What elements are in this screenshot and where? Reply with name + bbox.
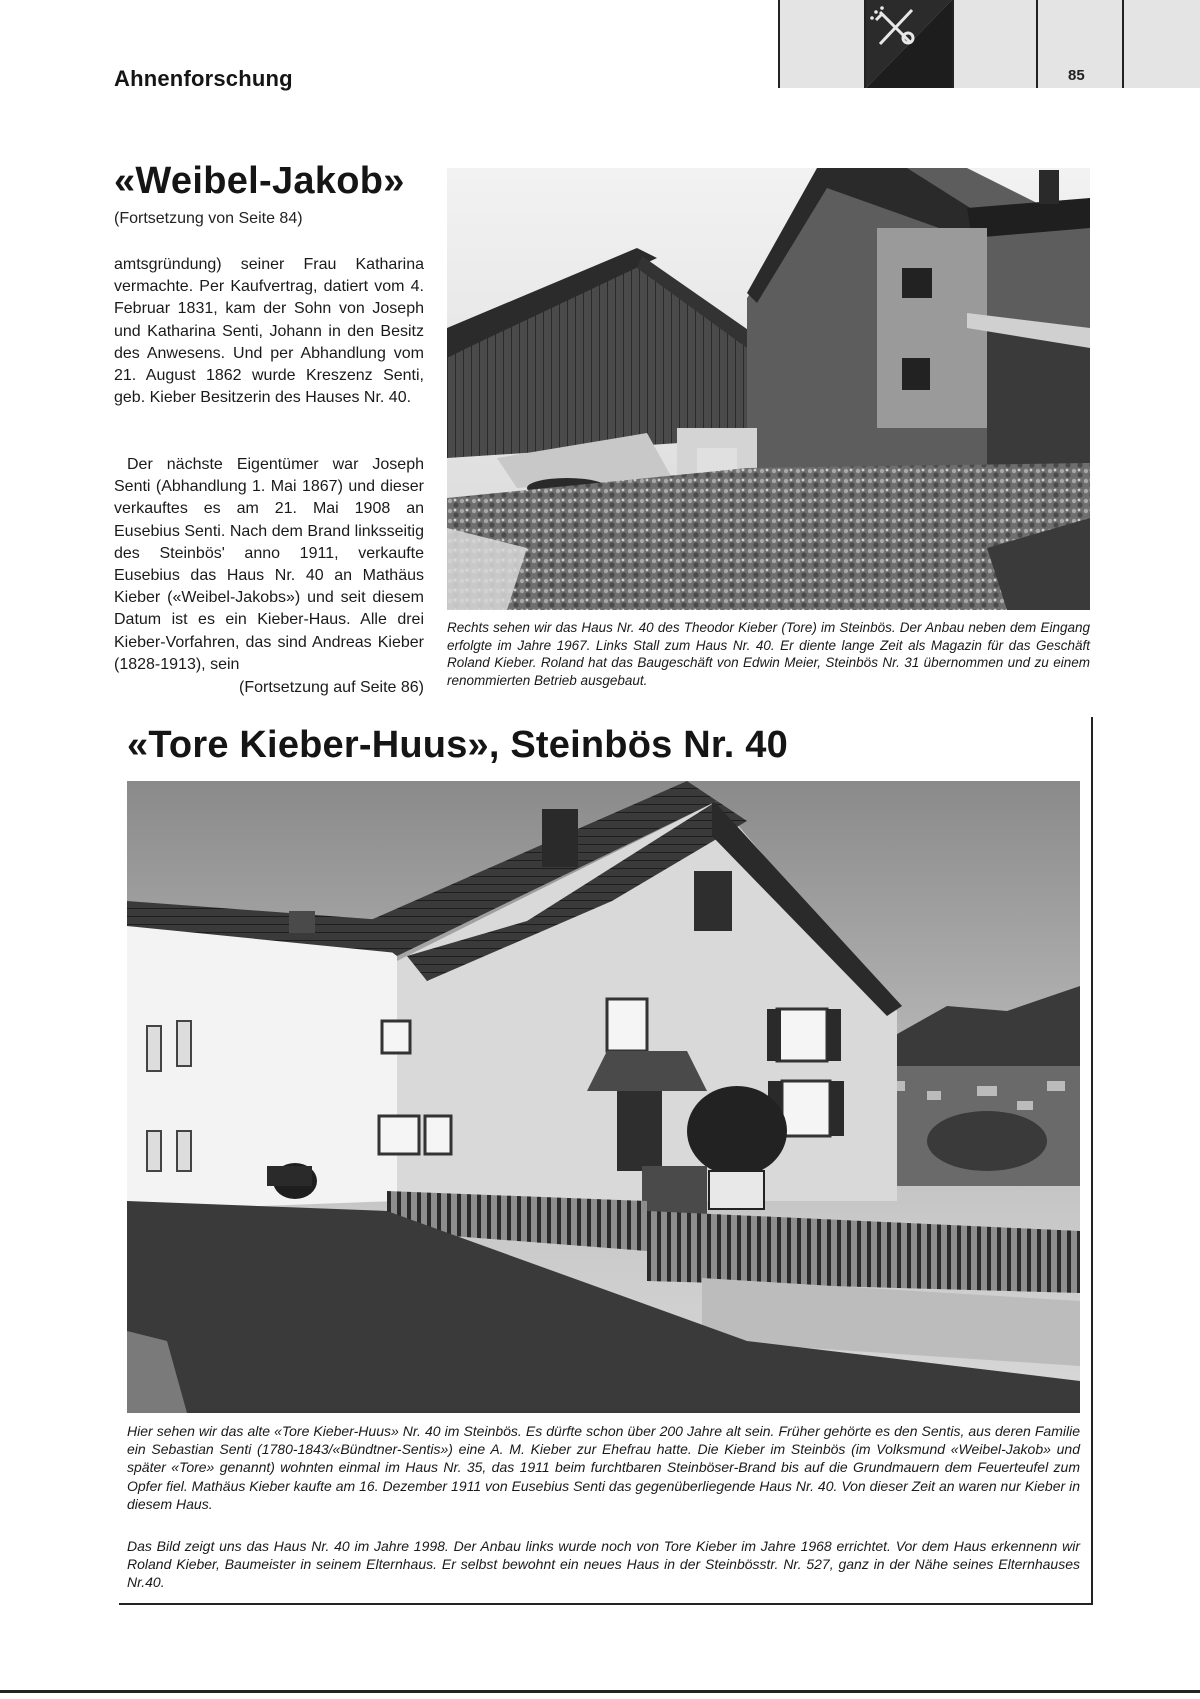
section-title: Ahnenforschung: [114, 66, 293, 91]
article-subtitle: (Fortsetzung von Seite 84): [114, 210, 303, 227]
header-decoration: [778, 0, 1200, 88]
frame-rule-right: [1091, 717, 1093, 1604]
photo-caption-1998: Das Bild zeigt uns das Haus Nr. 40 im Jahre 1998. Der Anbau links wurde noch von Tore Kieber im Jahre 1968 errichtet. Vor dem Haus erkennenn wir Roland Kieber, Baumeister in seinem Elternhaus. Er selbst bewohnt ein neues Haus in der Steinbösstr. Nr. 527, ganz in der Nähe seines Elternhauses Nr.40.: [127, 1538, 1080, 1591]
header-cell: [952, 0, 1036, 88]
article-title: «Weibel-Jakob»: [114, 160, 405, 202]
photo-tore-kieber-huus: [127, 781, 1080, 1413]
header-cell: [778, 0, 864, 88]
emblem-cell: [864, 0, 952, 88]
article-paragraph: amtsgründung) seiner Frau Katharina vermachte. Per Kaufvertrag, datiert vom 4. Februar 1831, kam der Sohn von Joseph und Katharina Senti, Johann in den Besitz des Anwesens. Und per Abhandlung vom 21. August 1862 wurde Kreszenz Senti, geb. Kieber Besitzerin des Hauses Nr. 40.: [114, 256, 424, 407]
page-bottom-rule: [0, 1690, 1200, 1693]
photo-old-house-and-barn: [447, 168, 1090, 610]
page-number: 85: [1068, 67, 1085, 84]
continuation-note: (Fortsetzung auf Seite 86): [239, 679, 424, 696]
frame-rule-bottom: [119, 1603, 1093, 1605]
article-paragraph: Der nächste Eigentümer war Joseph Senti (Abhandlung 1. Mai 1867) und dieser verkauftes es am 21. Mai 1908 an Eusebius Senti. Nach dem Brand linksseitig des Steinbös' anno 1911, verkaufte Eusebius das Haus Nr. 40 an Mathäus Kieber («Weibel-Jakobs») und seit diesem Datum ist es ein Kieber-Haus. Alle drei Kieber-Vorfahren, das sind Andreas Kieber (1828-1913), sein: [114, 456, 424, 673]
header-cell: [1122, 0, 1200, 88]
coat-of-arms-crossed-tools-icon: [866, 0, 952, 88]
photo-caption: Rechts sehen wir das Haus Nr. 40 des Theodor Kieber (Tore) im Steinbös. Der Anbau neben dem Eingang erfolgte im Jahre 1967. Links Stall zum Haus Nr. 40. Er diente lange Zeit als Magazin für das Geschäft Roland Kieber. Roland hat das Baugeschäft von Edwin Meier, Steinbös Nr. 31 übernommen und zu einem renommierten Betrieb ausgebaut.: [447, 620, 1090, 688]
photo-caption-history: Hier sehen wir das alte «Tore Kieber-Huus» Nr. 40 im Steinbös. Es dürfte schon über 200 Jahre alt sein. Früher gehörte es den Sentis, aus deren Familie ein Sebastian Senti (1780-1843/«Bündtner-Sentis») eine A. M. Kieber zur Ehefrau hatte. Die Kieber im Steinbös (im Volksmund «Weibel-Jakob» und später «Tore» genannt) wohnten einmal im Haus Nr. 35, das 1911 beim furchtbaren Steinböser-Brand bis auf die Grundmauern dem Feuerteufel zum Opfer fiel. Mathäus Kieber kaufte am 16. Dezember 1911 von Eusebius Senti das gegenüberliegende Haus Nr. 40. Von dieser Zeit an waren nur Kieber in diesem Haus.: [127, 1423, 1080, 1512]
article-title-2: «Tore Kieber-Huus», Steinbös Nr. 40: [127, 724, 788, 766]
